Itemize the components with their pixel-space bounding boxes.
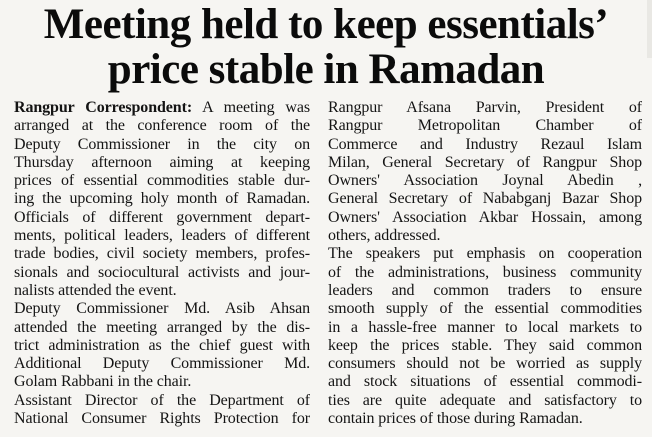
body-line: trade bodies, civil society members, profes-	[14, 245, 310, 263]
body-line: arranged at the conference room of the	[14, 117, 310, 135]
headline	[0, 0, 652, 92]
body-line: National Consumer Rights Protection for	[14, 410, 310, 428]
article-body	[0, 99, 652, 428]
body-line: smooth supply of the essential commodities	[328, 300, 642, 318]
body-line: nalists attended the event.	[14, 281, 177, 299]
body-line: Owners' Association Joynal Abedin ,	[328, 172, 642, 190]
body-line: Deputy Commissioner Md. Asib Ahsan	[14, 300, 310, 318]
scan-artifact	[647, 0, 652, 58]
body-line: Milan, General Secretary of Rangpur Shop	[328, 153, 642, 171]
body-line: Officials of different government depart-	[14, 208, 310, 226]
body-line: Commerce and Industry Rezaul Islam	[328, 135, 642, 153]
body-line: attended the meeting arranged by the dis-	[14, 318, 310, 336]
body-line: of the administrations, business community	[328, 263, 642, 281]
body-line: Rangpur Metropolitan Chamber of	[328, 117, 642, 135]
body-line: and stock situations of essential commodi-	[328, 373, 642, 391]
body-line: Thursday afternoon aiming at keeping	[14, 153, 310, 171]
body-line: others, addressed.	[328, 227, 441, 245]
body-line: consumers should not be worried as supply	[328, 355, 642, 373]
body-line: ments, political leaders, leaders of different	[14, 227, 310, 245]
body-line: keep the prices stable. They said common	[328, 336, 642, 354]
body-line: ties are quite adequate and satisfactory to	[328, 391, 642, 409]
body-line: sionals and sociocultural activists and jour-	[14, 263, 310, 281]
body-line: The speakers put emphasis on cooperation	[328, 245, 642, 263]
column-left	[14, 99, 310, 428]
body-line: Rangpur Afsana Parvin, President of	[328, 99, 642, 116]
headline-line-1: Meeting held to keep essentials’	[43, 1, 609, 48]
headline-line-2: price stable in Ramadan	[107, 46, 545, 93]
body-line: ing the upcoming holy month of Ramadan.	[14, 190, 310, 208]
body-line: Additional Deputy Commissioner Md.	[14, 355, 310, 373]
column-right	[328, 99, 642, 428]
body-line: prices of essential commodities stable dur-	[14, 172, 310, 190]
body-line-text: A meeting was	[202, 99, 310, 116]
body-line	[14, 99, 310, 117]
correspondent-label: Rangpur Correspondent:	[14, 99, 193, 116]
body-line: in a hassle-free manner to local markets to	[328, 318, 642, 336]
body-line: Golam Rabbani in the chair.	[14, 373, 192, 391]
body-line: Owners' Association Akbar Hossain, among	[328, 208, 642, 226]
body-line: leaders and common traders to ensure	[328, 281, 642, 299]
body-line: trict administration as the chief guest with	[14, 336, 310, 354]
body-line: General Secretary of Nababganj Bazar Shop	[328, 190, 642, 208]
body-line: Assistant Director of the Department of	[14, 391, 310, 409]
body-line: Deputy Commissioner in the city on	[14, 135, 310, 153]
body-line: contain prices of those during Ramadan.	[328, 410, 583, 428]
